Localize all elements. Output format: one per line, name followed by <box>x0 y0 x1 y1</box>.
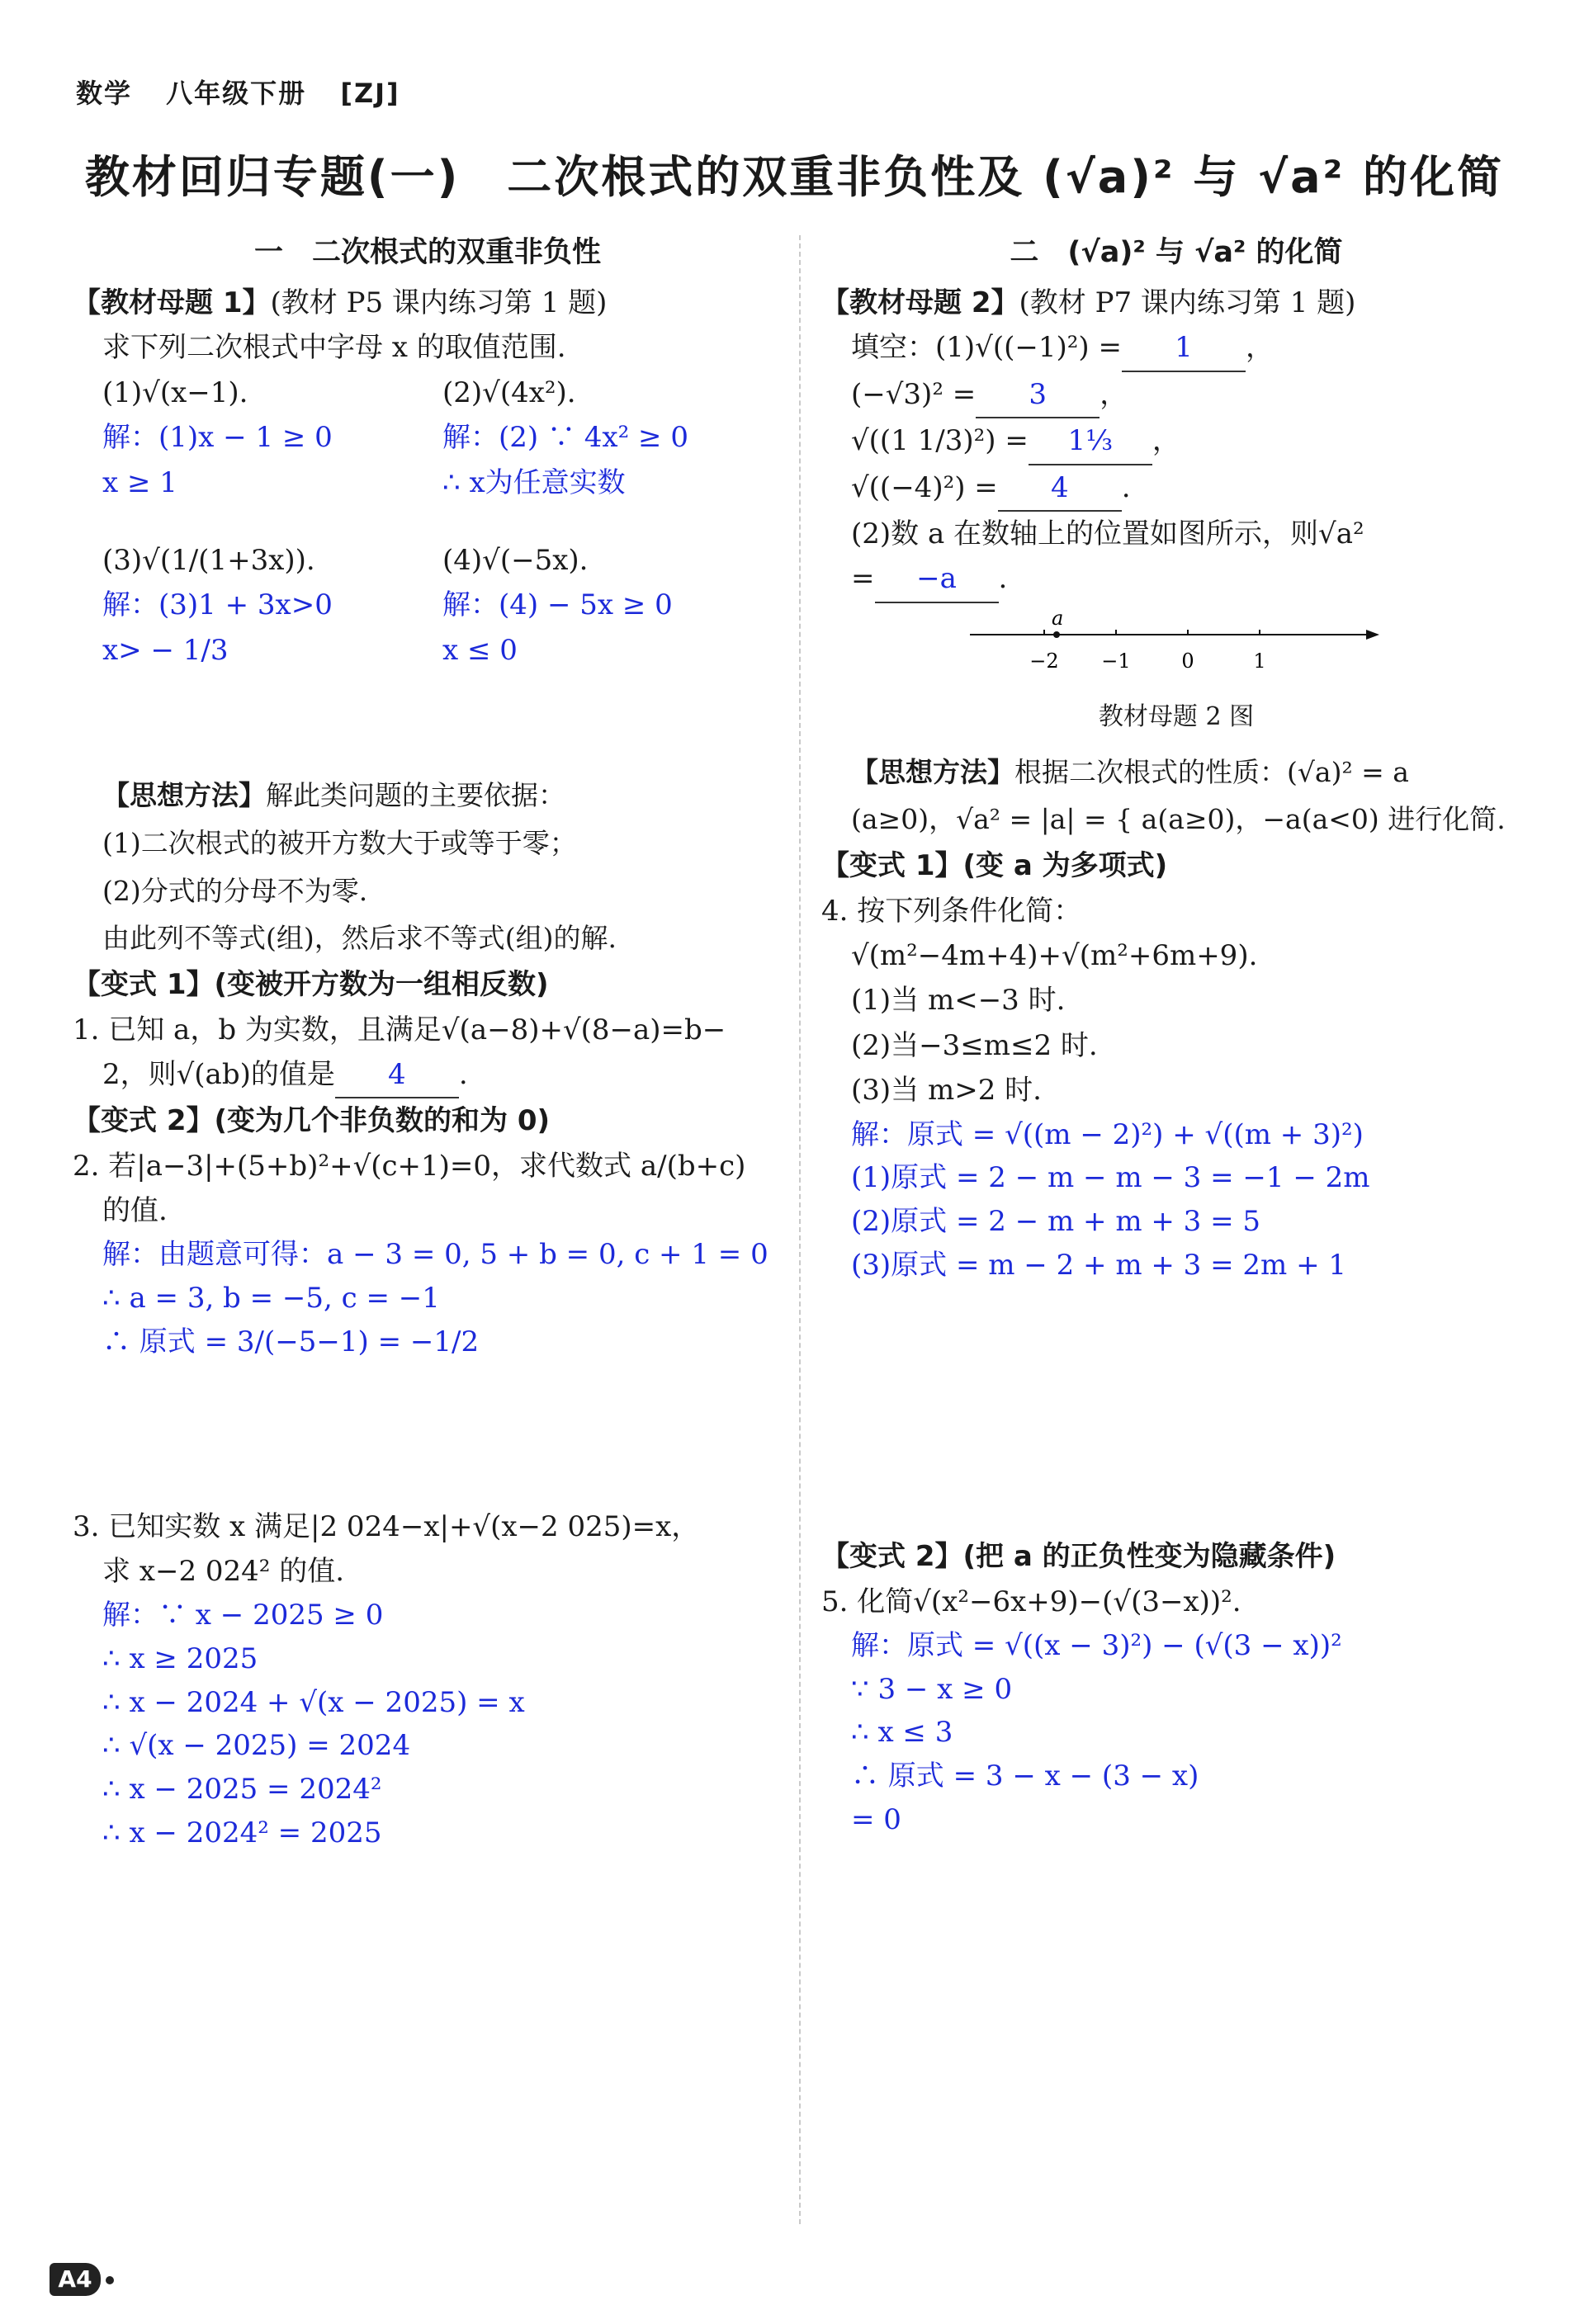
right-q5-solution-line-5: = 0 <box>851 1802 901 1836</box>
left-q4-line-1: 3. 已知实数 x 满足|2 024−x|+√(x−2 025)=x， <box>73 1509 700 1543</box>
right-q4-solution-line-1: 解：原式 = √((m − 2)²) + √((m + 3)²) <box>851 1117 1364 1151</box>
number-line-tick-label-1: −2 <box>1029 649 1059 673</box>
right-variant-2 <box>821 1534 1531 1579</box>
header-grade: 八年级下册 <box>166 78 307 109</box>
left-q4-line-2: 求 x−2 024² 的值. <box>102 1554 345 1588</box>
left-method-line-4: 由此列不等式(组)，然后求不等式(组)的解. <box>102 922 617 955</box>
right-q2-eq-sign: = <box>851 562 875 596</box>
left-q1-answer-1b: x ≥ 1 <box>102 465 177 499</box>
left-q4-solution-line-6: ∴ x − 2024² = 2025 <box>102 1816 382 1849</box>
left-method-block <box>73 772 783 962</box>
right-q1-header <box>821 281 1531 325</box>
right-fill-2-tail: ， <box>1100 377 1128 411</box>
number-line-tick-label-3: 0 <box>1181 649 1194 673</box>
left-q1-answer-3a: 解：(3)1 + 3x>0 <box>102 588 333 622</box>
right-fill-2 <box>821 372 1531 418</box>
left-q3-solution <box>73 1233 783 1363</box>
right-fill-2-expr: (−√3)² = <box>851 377 977 411</box>
left-q3-solution-line-2: ∴ a = 3, b = −5, c = −1 <box>102 1282 440 1316</box>
left-q2-answer-blank: 4 <box>335 1052 459 1098</box>
left-v1-desc: (变被开方数为一组相反数) <box>214 968 549 1002</box>
left-q4-solution-line-4: ∴ √(x − 2025) = 2024 <box>102 1729 411 1763</box>
right-method-label: 【思想方法】 <box>851 755 1014 788</box>
right-fill-4 <box>821 465 1531 512</box>
left-q1-answer-4a: 解：(4) − 5x ≥ 0 <box>442 588 673 622</box>
left-q1-row-2 <box>73 538 783 673</box>
page-number-badge: A4 <box>50 2263 101 2296</box>
left-q1-answer-1a: 解：(1)x − 1 ≥ 0 <box>102 421 333 455</box>
right-fill-1-expr: (1)√((−1)²) = <box>935 331 1122 365</box>
left-q2-line-1: 1. 已知 a，b 为实数，且满足√(a−8)+√(8−a)=b− <box>73 1013 726 1046</box>
left-method-label: 【思想方法】 <box>102 779 266 812</box>
left-method-line-1: 解此类问题的主要依据： <box>266 779 565 812</box>
left-q4-solution-line-3: ∴ x − 2024 + √(x − 2025) = x <box>102 1685 525 1719</box>
right-fill-3-tail: ， <box>1152 424 1180 458</box>
right-fill-1 <box>821 325 1531 371</box>
right-fill-1-answer: 1 <box>1122 325 1246 371</box>
right-q2-answer: −a <box>875 556 999 602</box>
right-q4-expr: √(m²−4m+4)+√(m²+6m+9). <box>851 939 1258 973</box>
right-v1-desc: (变 a 为多项式) <box>962 849 1168 883</box>
right-q5-solution-line-3: ∴ x ≤ 3 <box>851 1716 953 1750</box>
left-q3-line-1: 2. 若|a−3|+(5+b)²+√(c+1)=0，求代数式 a/(b+c) <box>73 1149 746 1183</box>
right-q2-text: (2)数 a 在数轴上的位置如图所示，则√a² <box>851 517 1364 550</box>
left-q1-header <box>73 281 783 325</box>
right-method-block <box>821 749 1531 844</box>
number-line-svg <box>821 603 1531 694</box>
right-fill-3 <box>821 418 1531 465</box>
right-q4-case-2: (2)当−3≤m≤2 时. <box>851 1028 1098 1062</box>
right-q4-case-1: (1)当 m<−3 时. <box>851 984 1066 1018</box>
right-q5-solution <box>821 1624 1531 1841</box>
left-q1-row-1 <box>73 371 783 505</box>
number-line-point-label: a <box>1052 606 1064 630</box>
right-fill-2-answer: 3 <box>976 372 1100 418</box>
right-q5-solution-line-1: 解：原式 = √((x − 3)²) − (√(3 − x))² <box>851 1629 1342 1663</box>
left-q1-item-4: (4)√(−5x). <box>442 543 589 577</box>
page-number-dot <box>106 2276 114 2284</box>
left-variant-1 <box>73 962 783 1007</box>
left-q4-solution-line-1: 解：∵ x − 2025 ≥ 0 <box>102 1599 384 1632</box>
right-q4-title: 4. 按下列条件化简： <box>821 894 1082 928</box>
left-column <box>73 223 783 1854</box>
left-q1-label: 【教材母题 1】 <box>73 286 271 319</box>
right-v2-desc: (把 a 的正负性变为隐藏条件) <box>962 1540 1336 1574</box>
right-fill-prefix: 填空： <box>851 331 935 365</box>
left-q1-item-2: (2)√(4x²). <box>442 376 576 409</box>
left-q1-answer-3b: x> − 1/3 <box>102 633 229 667</box>
right-v1-label: 【变式 1】 <box>821 849 963 883</box>
right-q1-source: (教材 P7 课内练习第 1 题) <box>1019 286 1356 319</box>
right-q2-eq: = −a . <box>821 556 1531 602</box>
right-q4-solution-line-4: (3)原式 = m − 2 + m + 3 = 2m + 1 <box>851 1248 1347 1282</box>
page-title: 教材回归专题(一) 二次根式的双重非负性及 (√a)² 与 √a² 的化简 <box>84 151 1505 203</box>
right-q5-solution-line-4: ∴ 原式 = 3 − x − (3 − x) <box>851 1760 1199 1793</box>
right-variant-1 <box>821 843 1531 888</box>
number-line-point-a <box>1053 631 1060 638</box>
left-q3-solution-line-3: ∴ 原式 = 3/(−5−1) = −1/2 <box>102 1325 480 1358</box>
left-section-title: 一 二次根式的双重非负性 <box>253 236 601 269</box>
left-q4-solution-line-5: ∴ x − 2025 = 2024² <box>102 1773 382 1807</box>
left-q1-item-1: (1)√(x−1). <box>102 376 248 409</box>
left-method-line-3: (2)分式的分母不为零. <box>102 874 368 907</box>
left-variant-2 <box>73 1098 783 1143</box>
right-q5-text: 5. 化简√(x²−6x+9)−(√(3−x))². <box>821 1585 1241 1618</box>
right-v2-label: 【变式 2】 <box>821 1540 963 1574</box>
left-v2-label: 【变式 2】 <box>73 1104 215 1138</box>
right-q4-solution-line-3: (2)原式 = 2 − m + m + 3 = 5 <box>851 1204 1261 1238</box>
number-line-tick-label-4: 1 <box>1253 649 1266 673</box>
right-method-line-2: (a≥0)，√a² = |a| = { a(a≥0)，−a(a<0) 进行化简. <box>851 803 1506 836</box>
right-q4-case-3: (3)当 m>2 时. <box>851 1074 1042 1108</box>
column-divider <box>799 235 801 2224</box>
right-fill-4-tail: . <box>1121 470 1131 504</box>
left-q1-answer-2b: ∴ x为任意实数 <box>442 465 626 499</box>
left-q1-text: 求下列二次根式中字母 x 的取值范围. <box>102 331 566 365</box>
left-q4-solution-line-2: ∴ x ≥ 2025 <box>102 1642 258 1675</box>
header-subject: 数学 <box>76 78 133 109</box>
right-column <box>821 223 1531 1842</box>
right-q5-solution-line-2: ∵ 3 − x ≥ 0 <box>851 1672 1013 1706</box>
number-line-tick-label-2: −1 <box>1101 649 1131 673</box>
right-fill-3-expr: √((1 1/3)²) = <box>851 424 1029 458</box>
right-fill-1-tail: ， <box>1245 331 1274 365</box>
left-v2-desc: (变为几个非负数的和为 0) <box>214 1104 551 1138</box>
left-q1-item-3: (3)√(1/(1+3x)). <box>102 543 315 577</box>
figure-caption: 教材母题 2 图 <box>1098 701 1255 731</box>
header-edition: [ZJ] <box>340 78 400 109</box>
right-method-line-1: 根据二次根式的性质：(√a)² = a <box>1014 755 1409 788</box>
right-q4-solution-line-2: (1)原式 = 2 − m − m − 3 = −1 − 2m <box>851 1161 1370 1195</box>
left-q4-solution <box>73 1594 783 1854</box>
left-q3-line-2: 的值. <box>102 1194 168 1228</box>
left-q3-solution-line-1: 解：由题意可得：a − 3 = 0, 5 + b = 0, c + 1 = 0 <box>102 1238 768 1272</box>
page-header <box>76 73 423 111</box>
right-fill-3-answer: 1⅓ <box>1029 418 1152 465</box>
right-q1-label: 【教材母题 2】 <box>821 286 1019 319</box>
right-fill-4-expr: √((−4)²) = <box>851 470 998 504</box>
right-section-title: 二 (√a)² 与 √a² 的化简 <box>1010 236 1343 269</box>
left-v1-label: 【变式 1】 <box>73 968 215 1002</box>
left-q1-answer-2a: 解：(2) ∵ 4x² ≥ 0 <box>442 421 688 455</box>
right-fill-4-answer: 4 <box>998 465 1122 512</box>
number-line-figure <box>821 603 1531 694</box>
left-q2-line-2-text: 2，则√(ab)的值是 <box>102 1057 335 1091</box>
left-q1-answer-4b: x ≤ 0 <box>442 633 518 667</box>
number-line-arrow <box>1366 630 1379 640</box>
right-q4-solution <box>821 1113 1531 1287</box>
left-q2-line-2: 2，则√(ab)的值是 4 . <box>73 1052 783 1098</box>
left-q1-source: (教材 P5 课内练习第 1 题) <box>270 286 608 319</box>
left-method-line-2: (1)二次根式的被开方数大于或等于零； <box>102 826 577 859</box>
